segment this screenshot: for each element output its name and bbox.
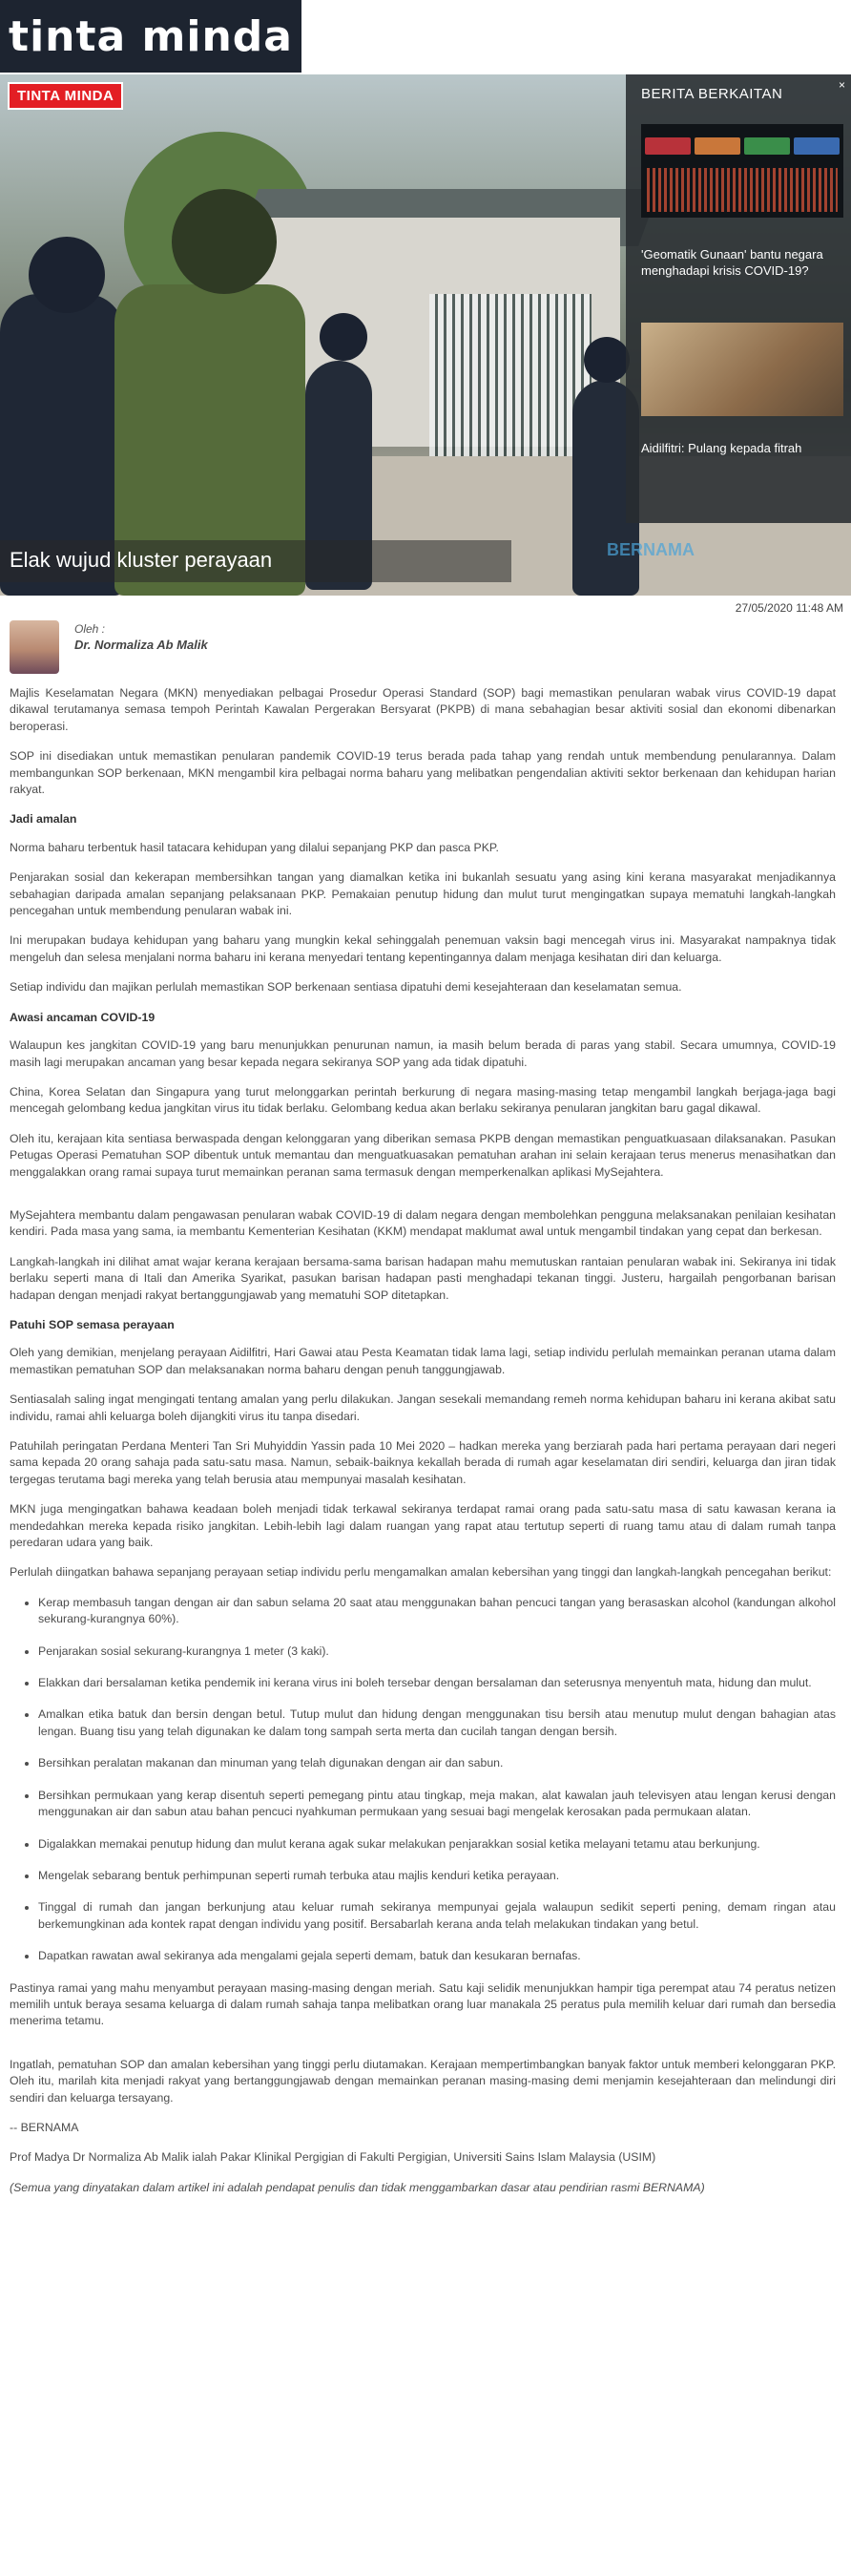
paragraph: SOP ini disediakan untuk memastikan penularan pandemik COVID-19 terus berada pada tahap yang rendah untuk membendung penularannya. Dalam membangunkan SOP berkenaan, MKN mengambil kira pelbagai norma baharu yang melibatkan pengendalian aktiviti sektor berkenaan dan kehidupan harian rakyat. [10,749,836,797]
prevention-list [10,1595,836,1965]
disclaimer: (Semua yang dinyatakan dalam artikel ini adalah pendapat penulis dan tidak menggambarkan dasar atau pendirian rasmi BERNAMA) [10,2180,705,2194]
author-avatar [10,620,59,674]
logo-text: tinta minda [9,11,293,61]
list-item: • Dapatkan rawatan awal sekiranya ada mengalami gejala seperti demam, batuk dan kesukaran bernafas. [38,1948,836,1964]
bernama-watermark: BERNAMA [607,540,695,559]
paragraph: Penjarakan sosial dan kekerapan membersihkan tangan yang diamalkan ketika ini bukanlah sesuatu yang asing kini kerana masyarakat menjadikannya sebahagian daripada amalan sepanjang pelaksanaan PKP. Pemakaian penutup hidung dan mulut turut mengingatkan supaya mematuhi langkah-langkah pencegahan untuk membendung penularan wabak ini. [10,870,836,918]
paragraph: Oleh itu, kerajaan kita sentiasa berwaspada dengan kelonggaran yang diberikan semasa PKPB dengan memastikan penguatkuasaan dilaksanakan. Pasukan Petugas Operasi Pematuhan SOP dibentuk untuk memantau dan menguatkuasakan pematuhan arahan ini selain kerajaan terus menerus menasihatkan dan menggalakkan orang ramai supaya turut memainkan peranan sama termasuk dengan memperkenalkan aplikasi MySejahtera. [10,1131,836,1179]
list-item: • Kerap membasuh tangan dengan air dan sabun selama 20 saat atau menggunakan bahan pencuci tangan yang berasaskan alcohol (kandungan alkohol sekurang-kurangnya 60%). [38,1595,836,1628]
paragraph: Pastinya ramai yang mahu menyambut perayaan masing-masing dengan meriah. Satu kaji selidik menunjukkan hampir tiga perempat atau 74 peratus netizen memilih untuk beraya sesama keluarga di dalam rumah sahaja tanpa melibatkan orang luar manakala 25 peratus pula memilih keluar dari rumah dan bersedia menerima tetamu. [10,1980,836,2028]
related-news-panel [626,74,851,523]
list-item: • Bersihkan permukaan yang kerap disentuh seperti pemegang pintu atau tingkap, meja makan, alat kawalan jauh televisyen atau lengan kerusi dengan menggunakan air dan sabun atau bahan pencuci nyahkuman permukaan yang sesuai bagi mengelak kerosakan pada permukaan alatan. [38,1788,836,1821]
section-heading: Awasi ancaman COVID-19 [10,1010,156,1024]
publish-date: 27/05/2020 11:48 AM [735,601,843,615]
paragraph: Langkah-langkah ini dilihat amat wajar kerana kerajaan bersama-sama barisan hadapan mahu memutuskan rantaian penularan wabak ini. Sekiranya ini tidak berlaku seperti mana di Itali dan Amerika Syarikat, pasukan barisan hadapan pasti menghadapi tekanan tinggi. Justeru, hargailah pengorbanan barisan hadapan dengan menjadi rakyat bertanggungjawab yang mematuhi SOP ditetapkan. [10,1254,836,1302]
paragraph: Norma baharu terbentuk hasil tatacara kehidupan yang dilalui sepanjang PKP dan pasca PKP. [10,840,499,854]
related-item-link[interactable]: Aidilfitri: Pulang kepada fitrah [641,441,802,455]
paragraph: MKN juga mengingatkan bahawa keadaan boleh menjadi tidak terkawal sekiranya terdapat ramai orang pada satu-satu masa di satu kawasan kerana ia mendedahkan mereka kepada risiko jangkitan. Lebih-lebih lagi dalam ruangan yang rapat atau tertutup seperti di ruang tamu atau di dalam rumah tanpa peredaran udara yang baik. [10,1502,836,1550]
paragraph: Perlulah diingatkan bahawa sepanjang perayaan setiap individu perlu mengamalkan amalan kebersihan yang tinggi dan langkah-langkah pencegahan berikut: [10,1565,832,1580]
list-item: • Mengelak sebarang bentuk perhimpunan seperti rumah terbuka atau majlis kenduri ketika perayaan. [38,1868,836,1884]
article-body [10,685,836,2209]
paragraph: Patuhilah peringatan Perdana Menteri Tan Sri Muhyiddin Yassin pada 10 Mei 2020 – hadkan mereka yang berziarah pada hari pertama perayaan dari negeri sama kepada 20 orang sahaja pada satu-satu masa. Namun, sebaik-baiknya kekallah berada di rumah agar keselamatan diri sendiri, keluarga dan jiran tidak tergegas terutama bagi mereka yang telah berusia atau mempunyai masalah kesihatan. [10,1439,836,1486]
related-thumb-dashboard[interactable] [641,124,843,218]
site-logo[interactable] [0,0,301,73]
section-heading: Jadi amalan [10,812,77,827]
list-item: • Elakkan dari bersalaman ketika pendemik ini kerana virus ini boleh tersebar dengan bersalaman dan seterusnya menyentuh mata, hidung dan mulut. [38,1675,836,1691]
paragraph: Ingatlah, pematuhan SOP dan amalan kebersihan yang tinggi perlu diutamakan. Kerajaan mempertimbangkan banyak faktor untuk memberi kelonggaran PKP. Oleh itu, marilah kita menjadi rakyat yang bertanggungjawab dengan memainkan peranan masing-masing demi menjamin kesejahteraan dan melindungi diri sendiri dan keluarga tersayang. [10,2057,836,2105]
paragraph: Sentiasalah saling ingat mengingati tentang amalan yang perlu dilakukan. Jangan sesekali memandang remeh norma kehidupan baharu ini kerana akibat satu individu, ramai ahli keluarga boleh dijangkiti virus itu tanpa disedari. [10,1393,836,1423]
paragraph: Majlis Keselamatan Negara (MKN) menyediakan pelbagai Prosedur Operasi Standard (SOP) bagi memastikan penularan wabak virus COVID-19 dapat dikawal terutamanya semasa tempoh Perintah Kawalan Pergerakan Bersyarat (PKPB) di mana sebahagian besar aktiviti sosial dan ekonomi dibenarkan beroperasi. [10,686,836,733]
related-news-title: BERITA BERKAITAN [641,86,783,102]
brand-badge: TINTA MINDA [8,82,123,110]
paragraph: Walaupun kes jangkitan COVID-19 yang baru menunjukkan penurunan namun, ia masih belum berada di paras yang stabil. Secara umumnya, COVID-19 masih lagi merupakan ancaman yang besar kepada negara sekiranya SOP yang ada tidak dipatuhi. [10,1038,836,1069]
byline-label: Oleh : [74,622,106,636]
related-item-link[interactable]: 'Geomatik Gunaan' bantu negara menghadapi krisis COVID-19? [641,247,823,278]
author-bio: Prof Madya Dr Normaliza Ab Malik ialah Pakar Klinikal Pergigian di Fakulti Pergigian, Universiti Sains Islam Malaysia (USIM) [10,2150,656,2165]
hero-title: Elak wujud kluster perayaan [10,548,273,572]
paragraph: Oleh yang demikian, menjelang perayaan Aidilfitri, Hari Gawai atau Pesta Keamatan tidak lama lagi, setiap individu perlulah memainkan peranan utama dalam memastikan pematuhan SOP dan melaksanakan norma baharu dengan penuh tanggungjawab. [10,1346,836,1376]
list-item: • Bersihkan peralatan makanan dan minuman yang telah digunakan dengan air dan sabun. [38,1755,836,1771]
paragraph: Ini merupakan budaya kehidupan yang baharu yang mungkin kekal sehinggalah penemuan vaksin bagi mencegah virus ini. Masyarakat nampaknya tidak mengeluh dan selesa menjalani norma baharu ini kerana menyedari tentang kepentingannya dalam menjaga kesihatan diri dan keluarga. [10,933,836,964]
list-item: • Penjarakan sosial sekurang-kurangnya 1 meter (3 kaki). [38,1644,836,1660]
related-thumb-photo[interactable] [641,323,843,416]
list-item: • Tinggal di rumah dan jangan berkunjung atau keluar rumah sekiranya mempunyai gejala walaupun sedikit seperti pening, demam ringan atau berkemungkinan ada kontek rapat dengan individu yang positif. Bersabarlah kerana anda telah melakukan tindakan yang betul. [38,1899,836,1933]
list-item: • Digalakkan memakai penutup hidung dan mulut kerana agak sukar melakukan penjarakkan sosial ketika melayani tetamu atau berkunjung. [38,1836,836,1853]
paragraph: Setiap individu dan majikan perlulah memastikan SOP berkenaan sentiasa dipatuhi demi kesejahteraan dan keselamatan semua. [10,980,682,995]
list-item: • Amalkan etika batuk dan bersin dengan betul. Tutup mulut dan hidung dengan menggunakan tisu bersih atau menutup mulut dengan bahagian atas lengan. Buang tisu yang telah digunakan ke dalam tong sampah serta merta dan cucilah tangan dengan bersih. [38,1707,836,1740]
close-icon[interactable]: × [838,78,845,92]
paragraph: China, Korea Selatan dan Singapura yang turut melonggarkan perintah berkurung di negara masing-masing tetap mengambil langkah berjaga-jaga bagi mencegah gelombang kedua jangkitan virus itu tidak berlaku. Gelombang kedua akan berlaku sekiranya penularan jangkitan baru gagal dikawal. [10,1084,836,1116]
paragraph: MySejahtera membantu dalam pengawasan penularan wabak COVID-19 di dalam negara dengan membolehkan pengguna melaksanakan penilaian kesihatan kendiri. Pada masa yang sama, ia membantu Kementerian Kesihatan (KKM) mendapat maklumat awal untuk mengambil tindakan yang cepat dan berkesan. [10,1207,836,1239]
section-heading: Patuhi SOP semasa perayaan [10,1317,175,1331]
author-name[interactable]: Dr. Normaliza Ab Malik [74,638,208,652]
source-credit: -- BERNAMA [10,2120,79,2134]
